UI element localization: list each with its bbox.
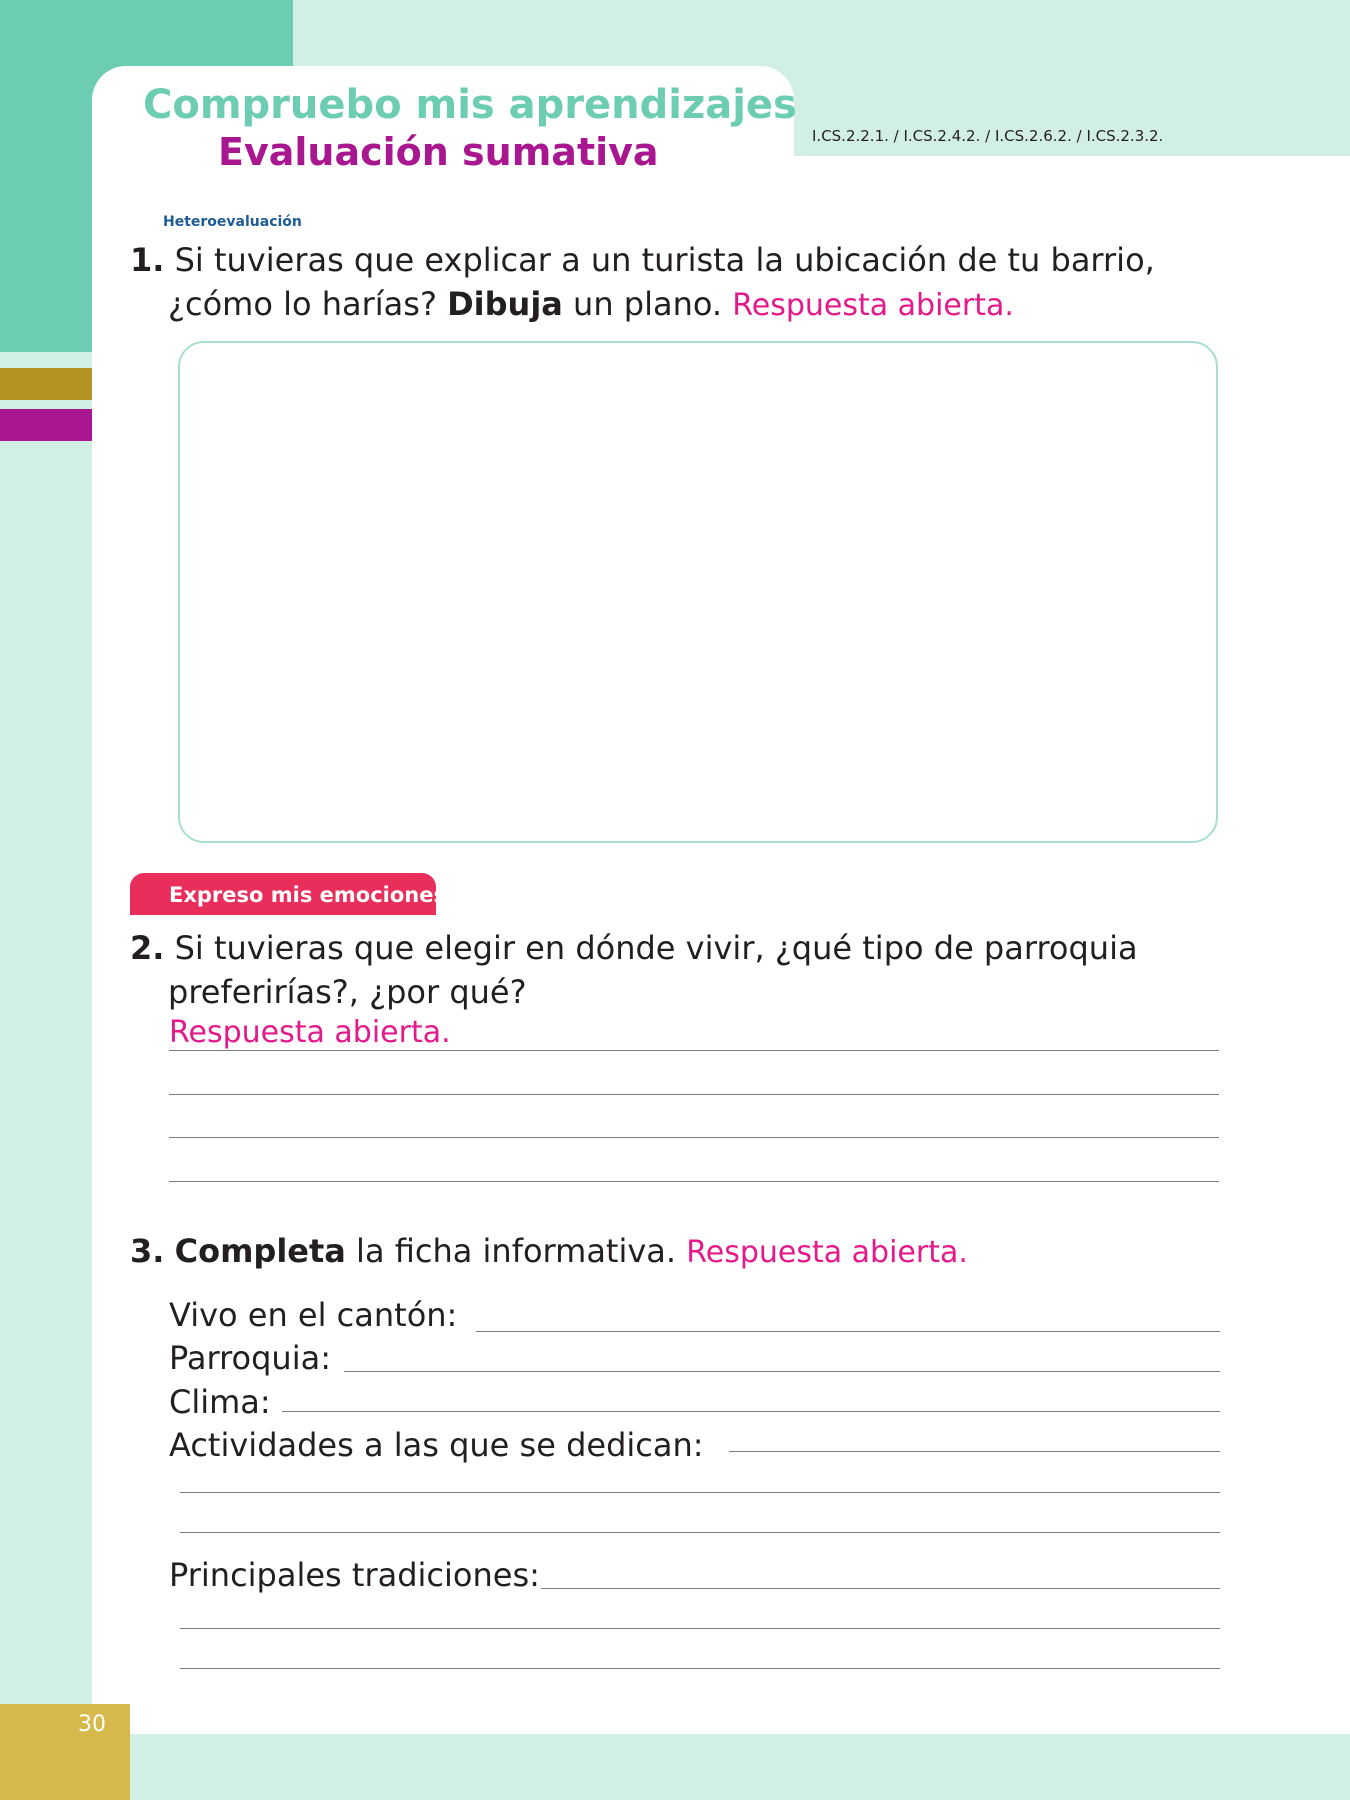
field-line-tradiciones-extra[interactable] bbox=[180, 1628, 1220, 1629]
field-line-tradiciones[interactable] bbox=[541, 1588, 1220, 1589]
question-1-answer: Respuesta abierta. bbox=[732, 288, 1014, 323]
answer-line[interactable] bbox=[169, 1094, 1219, 1095]
question-1-number: 1. bbox=[130, 241, 165, 279]
field-line-actividades-extra[interactable] bbox=[180, 1532, 1220, 1533]
question-1-verb: Dibuja bbox=[447, 285, 563, 323]
field-label-parroquia: Parroquia: bbox=[169, 1339, 331, 1377]
field-line-clima[interactable] bbox=[282, 1411, 1220, 1412]
field-label-actividades: Actividades a las que se dedican: bbox=[169, 1426, 704, 1464]
decor-olive-stripe bbox=[0, 368, 92, 400]
question-1-line2 bbox=[130, 282, 1250, 328]
field-line-actividades[interactable] bbox=[729, 1451, 1220, 1452]
question-2 bbox=[130, 926, 1250, 1014]
page-title: Compruebo mis aprendizajes bbox=[143, 82, 797, 128]
section-label: Heteroevaluación bbox=[163, 214, 302, 230]
question-2-line2: preferirías?, ¿por qué? bbox=[168, 973, 527, 1011]
question-1-text-start: ¿cómo lo harías? bbox=[168, 285, 448, 323]
question-2-text: Si tuvieras que elegir en dónde vivir, ¿qué tipo de parroquia bbox=[174, 929, 1138, 967]
field-line-canton[interactable] bbox=[476, 1331, 1220, 1332]
field-line-actividades-extra[interactable] bbox=[180, 1492, 1220, 1493]
decor-magenta-stripe bbox=[0, 409, 92, 441]
question-3-text: la ficha informativa. bbox=[345, 1232, 677, 1270]
page-subtitle: Evaluación sumativa bbox=[218, 130, 659, 174]
answer-line[interactable] bbox=[169, 1181, 1219, 1182]
drawing-area[interactable] bbox=[178, 341, 1218, 843]
question-1-text: Si tuvieras que explicar a un turista la ubicación de tu barrio, bbox=[174, 241, 1155, 279]
question-3-number: 3. bbox=[130, 1232, 165, 1270]
field-label-clima: Clima: bbox=[169, 1383, 271, 1421]
field-line-tradiciones-extra[interactable] bbox=[180, 1668, 1220, 1669]
field-label-canton: Vivo en el cantón: bbox=[169, 1296, 458, 1334]
indicator-codes: I.CS.2.2.1. / I.CS.2.4.2. / I.CS.2.6.2. / I.CS.2.3.2. bbox=[812, 127, 1164, 145]
question-3 bbox=[130, 1229, 1250, 1275]
question-1-line1 bbox=[130, 238, 1250, 282]
question-2-line1 bbox=[130, 926, 1250, 970]
page-number: 30 bbox=[78, 1712, 106, 1737]
emotions-tag: Expreso mis emociones bbox=[130, 873, 436, 915]
question-1 bbox=[130, 238, 1250, 328]
field-label-tradiciones: Principales tradiciones: bbox=[169, 1556, 540, 1594]
question-3-verb: Completa bbox=[174, 1232, 346, 1270]
question-1-text-end: un plano. bbox=[562, 285, 723, 323]
answer-line[interactable] bbox=[169, 1050, 1219, 1051]
question-2-number: 2. bbox=[130, 929, 165, 967]
question-2-answer: Respuesta abierta. bbox=[169, 1015, 451, 1050]
decor-bottom-band bbox=[0, 1734, 1350, 1800]
field-line-parroquia[interactable] bbox=[344, 1371, 1220, 1372]
question-3-answer: Respuesta abierta. bbox=[686, 1235, 968, 1270]
answer-line[interactable] bbox=[169, 1137, 1219, 1138]
